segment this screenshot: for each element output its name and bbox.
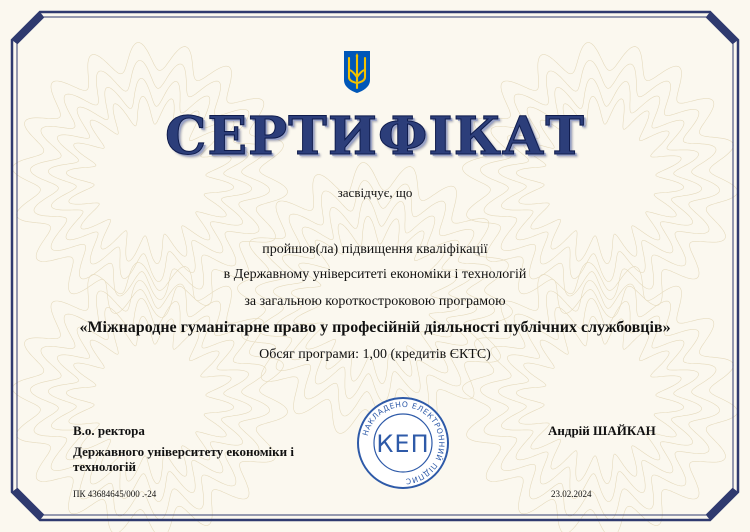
trident-emblem-icon xyxy=(343,50,371,94)
certificate-title: СЕРТИФІКАТ xyxy=(165,106,585,167)
corner-ornament-br xyxy=(706,488,738,520)
program-intro-text: за загальною короткостроковою програмою xyxy=(244,294,506,309)
corner-ornament-bl xyxy=(12,488,44,520)
completed-training-text: пройшов(ла) підвищення кваліфікації xyxy=(262,242,488,257)
signatory-position: В.о. ректора xyxy=(73,423,145,438)
university-text: в Державному університеті економіки і технологій xyxy=(223,267,527,282)
program-name: «Міжнародне гуманітарне право у професійній діяльності публічних службовців» xyxy=(79,319,671,336)
stamp-center-text: КЕП xyxy=(376,430,430,458)
certificate-date: 23.02.2024 xyxy=(551,489,592,499)
signatory-name: Андрій ШАЙКАН xyxy=(548,423,656,438)
signatory-block xyxy=(73,423,333,474)
electronic-signature-stamp xyxy=(356,396,450,490)
certificate-serial: ПК 43684645/000 .-24 xyxy=(73,489,157,499)
certifies-text: засвідчує, що xyxy=(337,185,413,200)
signatory-organization: Державного університету економіки і технологій xyxy=(73,444,295,474)
corner-ornament-tl xyxy=(12,12,44,44)
program-volume: Обсяг програми: 1,00 (кредитів ЄКТС) xyxy=(259,347,491,362)
stamp-ring-text: НАКЛАДЕНО ЕЛЕКТРОННИЙ ПІДПИС xyxy=(360,399,447,487)
corner-ornament-tr xyxy=(706,12,738,44)
